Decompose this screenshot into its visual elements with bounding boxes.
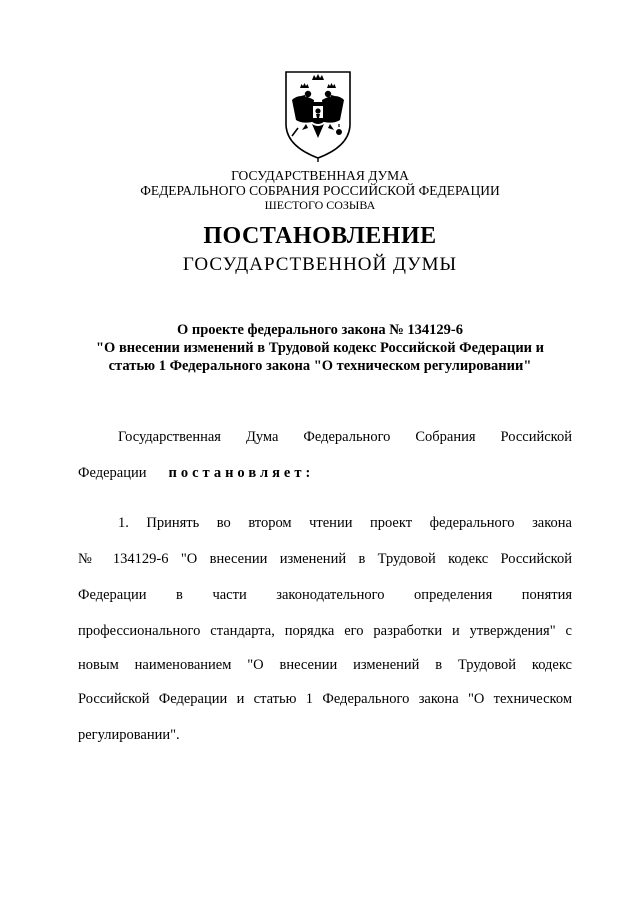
item1-line-2: № 134129-6 "О внесении изменений в Трудовой кодекс Российской [78,551,572,567]
coat-of-arms-emblem [272,66,364,162]
subject-line-2: "О внесении изменений в Трудовой кодекс Российской Федерации и [95,340,545,356]
resolves-keyword: постановляет: [168,465,315,481]
header-line-1: ГОСУДАРСТВЕННАЯ ДУМА [231,168,409,183]
item1-line-5: новым наименованием "О внесении изменений в Трудовой кодекс [78,657,572,673]
item1-line-4: профессионального стандарта, порядка его разработки и утверждения" с [78,623,572,639]
subject-line-3: статью 1 Федерального закона "О техническом регулировании" [108,358,532,374]
preamble-line-2 [78,464,572,482]
header-line-2: ФЕДЕРАЛЬНОГО СОБРАНИЯ РОССИЙСКОЙ ФЕДЕРАЦИИ [140,183,500,198]
document-subtitle: ГОСУДАРСТВЕННОЙ ДУМЫ [182,254,458,275]
document-title: ПОСТАНОВЛЕНИЕ [203,223,437,249]
preamble-prefix: Федерации [78,465,147,481]
item1-line-6: Российской Федерации и статью 1 Федерального закона "О техническом [78,691,572,707]
item1-line-3: Федерации в части законодательного определения понятия [78,587,572,603]
header-line-3: ШЕСТОГО СОЗЫВА [264,198,376,212]
item1-line-1: 1. Принять во втором чтении проект федерального закона [118,515,572,531]
subject-line-1: О проекте федерального закона № 134129-6 [176,322,464,338]
preamble-line-1: Государственная Дума Федерального Собрания Российской [118,429,572,445]
item1-line-7: регулировании". [78,727,180,743]
